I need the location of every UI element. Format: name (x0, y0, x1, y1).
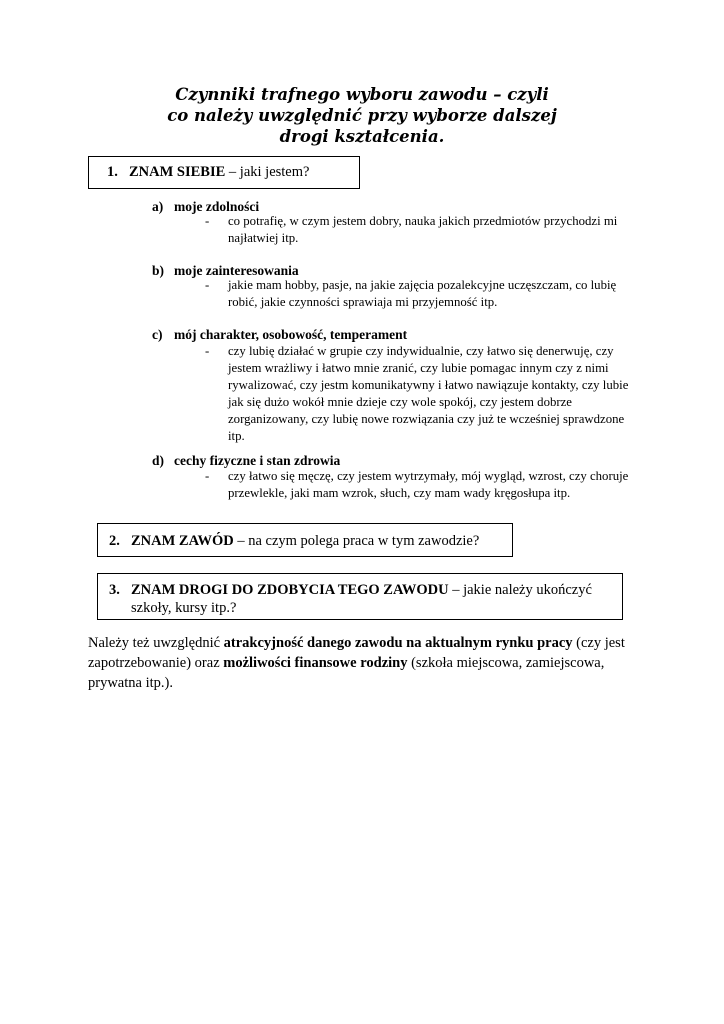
subsection-a-letter: a) (152, 199, 164, 214)
subsection-c-text: czy lubię działać w grupie czy indywidualnie, czy łatwo się denerwuję, czy jestem wrażliwy i łatwo mnie zranić, czy lubie pomagac innym czy z nimi rywalizować, czy jestm komunikatywny i łatwo nawiązuje kontakty, czy lubie jak się dużo wokół mnie dzieje czy wole spokój, czy jestem dobrze zorganizowany, czy lubię nowe rozwiązania czy już te wcześniej sprawdzone itp. (228, 344, 629, 443)
section-1-label: ZNAM SIEBIE (129, 164, 226, 180)
subsection-c-heading (152, 326, 642, 343)
subsection-b-letter: b) (152, 263, 165, 278)
subsection-d-title: cechy fizyczne i stan zdrowia (174, 453, 341, 468)
closing-text-1: Należy też uwzględnić (88, 635, 224, 651)
subsection-b-title: moje zainteresowania (174, 263, 299, 278)
section-3-question: – jakie należy ukończyć szkoły, kursy itp.? (131, 582, 592, 616)
subsection-d-text: czy łatwo się męczę, czy jestem wytrzymały, mój wygląd, wzrost, czy choruje przewlekle, jaki mam wzrok, słuch, czy mam wady kręgosłupa itp. (228, 469, 629, 500)
subsection-a-bullet (205, 213, 640, 247)
document-title (0, 84, 724, 147)
subsection-b-bullet (205, 277, 640, 311)
closing-bold-1: atrakcyjność danego zawodu na aktualnym rynku pracy (223, 635, 573, 651)
section-3-label: ZNAM DROGI DO ZDOBYCIA TEGO ZAWODU (131, 582, 449, 598)
closing-bold-2: możliwości finansowe rodziny (223, 655, 408, 671)
section-1-question: – jaki jestem? (225, 164, 310, 180)
closing-paragraph (88, 633, 648, 693)
section-3-number: 3. (109, 582, 120, 598)
dash-marker: - (205, 344, 210, 358)
section-2-box (97, 523, 513, 557)
subsection-d-heading (152, 452, 642, 469)
section-3-box (97, 573, 623, 620)
subsection-c-title: mój charakter, osobowość, temperament (174, 327, 408, 342)
section-1-number: 1. (107, 164, 118, 180)
closing-text-3: (szkoła miejscowa, zamiejscowa, prywatna itp.). (88, 655, 605, 691)
subsection-d-bullet (205, 468, 640, 502)
section-2-number: 2. (109, 533, 120, 549)
subsection-c-letter: c) (152, 327, 163, 342)
dash-marker: - (205, 214, 210, 228)
subsection-c-bullet (205, 343, 640, 445)
section-1-box (88, 156, 360, 189)
subsection-a-text: co potrafię, w czym jestem dobry, nauka jakich przedmiotów przychodzi mi najłatwiej itp. (228, 214, 618, 245)
title-line-3: drogi kształcenia. (279, 127, 445, 146)
subsection-d-letter: d) (152, 453, 165, 468)
section-2-label: ZNAM ZAWÓD (131, 533, 234, 549)
title-line-1: Czynniki trafnego wyboru zawodu – czyli (175, 85, 549, 104)
dash-marker: - (205, 469, 210, 483)
title-line-2: co należy uwzględnić przy wyborze dalszej (167, 106, 557, 125)
closing-text-2: (czy jest zapotrzebowanie) oraz (88, 635, 625, 671)
section-2-question: – na czym polega praca w tym zawodzie? (233, 533, 480, 549)
subsection-a-title: moje zdolności (174, 199, 260, 214)
dash-marker: - (205, 278, 210, 292)
subsection-b-text: jakie mam hobby, pasje, na jakie zajęcia pozalekcyjne uczęszczam, co lubię robić, jakie czynności sprawiaja mi przyjemność itp. (228, 278, 617, 309)
